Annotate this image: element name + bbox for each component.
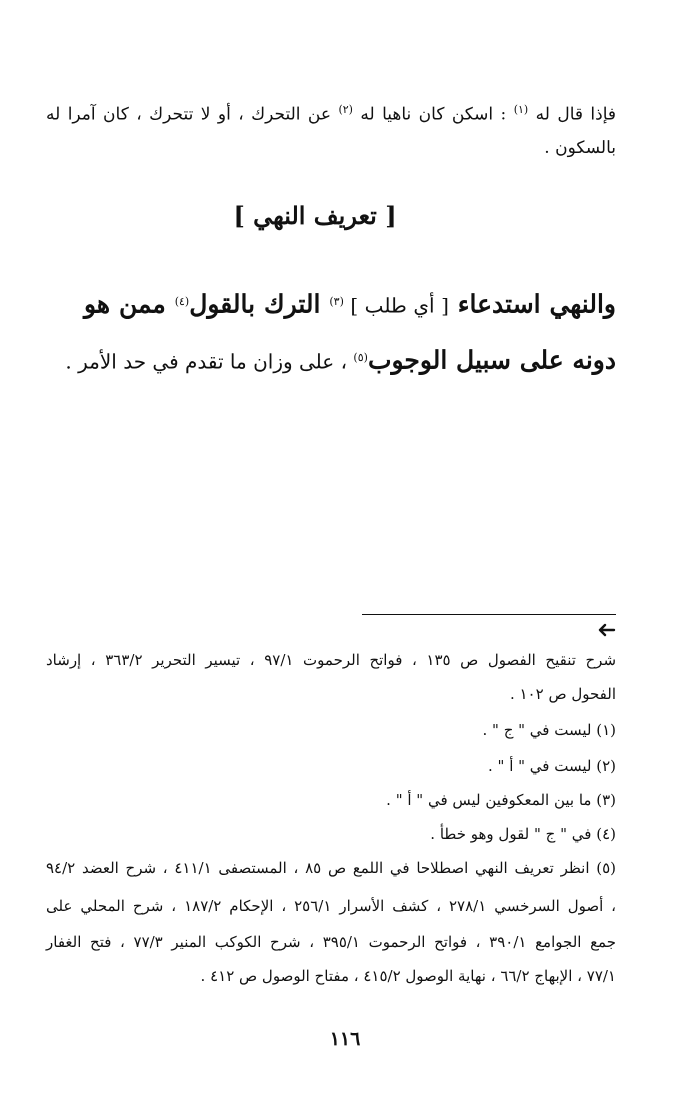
- footnote-continuation-line-2: الفحول ص ١٠٢ .: [509, 685, 616, 703]
- body-text: : اسكن كان ناهيا له: [352, 104, 514, 125]
- footnote-1: (١) ليست في " ج " .: [482, 721, 616, 739]
- footnote-5-line-1: (٥) انظر تعريف النهي اصطلاحا في اللمع ص ٨٥ ، المستصفى ٤١١/١ ، شرح العضد ٩٤/٢: [46, 859, 616, 877]
- definition-line-1: [84, 282, 616, 322]
- definition-text: ، على وزان ما تقدم في حد الأمر .: [65, 349, 354, 374]
- body-line-2: بالسكون .: [544, 138, 616, 158]
- definition-text: دونه على سبيل الوجوب: [367, 345, 616, 375]
- footnote-ref-5[interactable]: (٥): [353, 351, 368, 364]
- body-text: فإذا قال له: [528, 104, 617, 125]
- footnote-3: (٣) ما بين المعكوفين ليس في " أ " .: [386, 791, 616, 809]
- body-line-1: [46, 96, 616, 124]
- body-text: عن التحرك ، أو لا تتحرك ، كان آمرا له: [46, 104, 339, 125]
- page-number: ١١٦: [329, 1028, 361, 1050]
- footnote-separator: [362, 614, 616, 615]
- footnote-4: (٤) في " ج " لقول وهو خطأ .: [430, 825, 616, 843]
- footnote-ref-1[interactable]: (١): [513, 103, 529, 116]
- footnote-5-line-4: ٧٧/١ ، الإبهاج ٦٦/٢ ، نهاية الوصول ٤١٥/٢ ، مفتاح الوصول ص ٤١٢ .: [200, 967, 616, 985]
- footnote-ref-4[interactable]: (٤): [174, 295, 190, 308]
- arrow-left-icon: [596, 620, 616, 640]
- footnote-continuation-line-1: شرح تنقيح الفصول ص ١٣٥ ، فواتح الرحموت ٩٧/١ ، تيسير التحرير ٣٦٣/٢ ، إرشاد: [46, 651, 617, 669]
- section-heading: [ تعريف النهي ]: [233, 201, 397, 230]
- footnote-ref-3[interactable]: (٣): [329, 295, 344, 308]
- definition-text: الترك بالقول: [189, 289, 330, 319]
- footnote-ref-2[interactable]: (٢): [338, 103, 353, 116]
- footnote-5-line-3: جمع الجوامع ٣٩٠/١ ، فواتح الرحموت ٣٩٥/١ ، شرح الكوكب المنير ٧٧/٣ ، فتح الغفار: [46, 933, 616, 951]
- bracket-note: [ أي طلب ]: [343, 293, 449, 318]
- footnote-5-line-2: ، أصول السرخسي ٢٧٨/١ ، كشف الأسرار ٢٥٦/١ ، الإحكام ١٨٧/٢ ، شرح المحلي على: [46, 897, 617, 915]
- definition-text: ممن هو: [84, 289, 175, 319]
- definition-line-2: [65, 338, 616, 378]
- footnote-2: (٢) ليست في " أ " .: [488, 757, 616, 775]
- definition-text: والنهي استدعاء: [448, 289, 616, 319]
